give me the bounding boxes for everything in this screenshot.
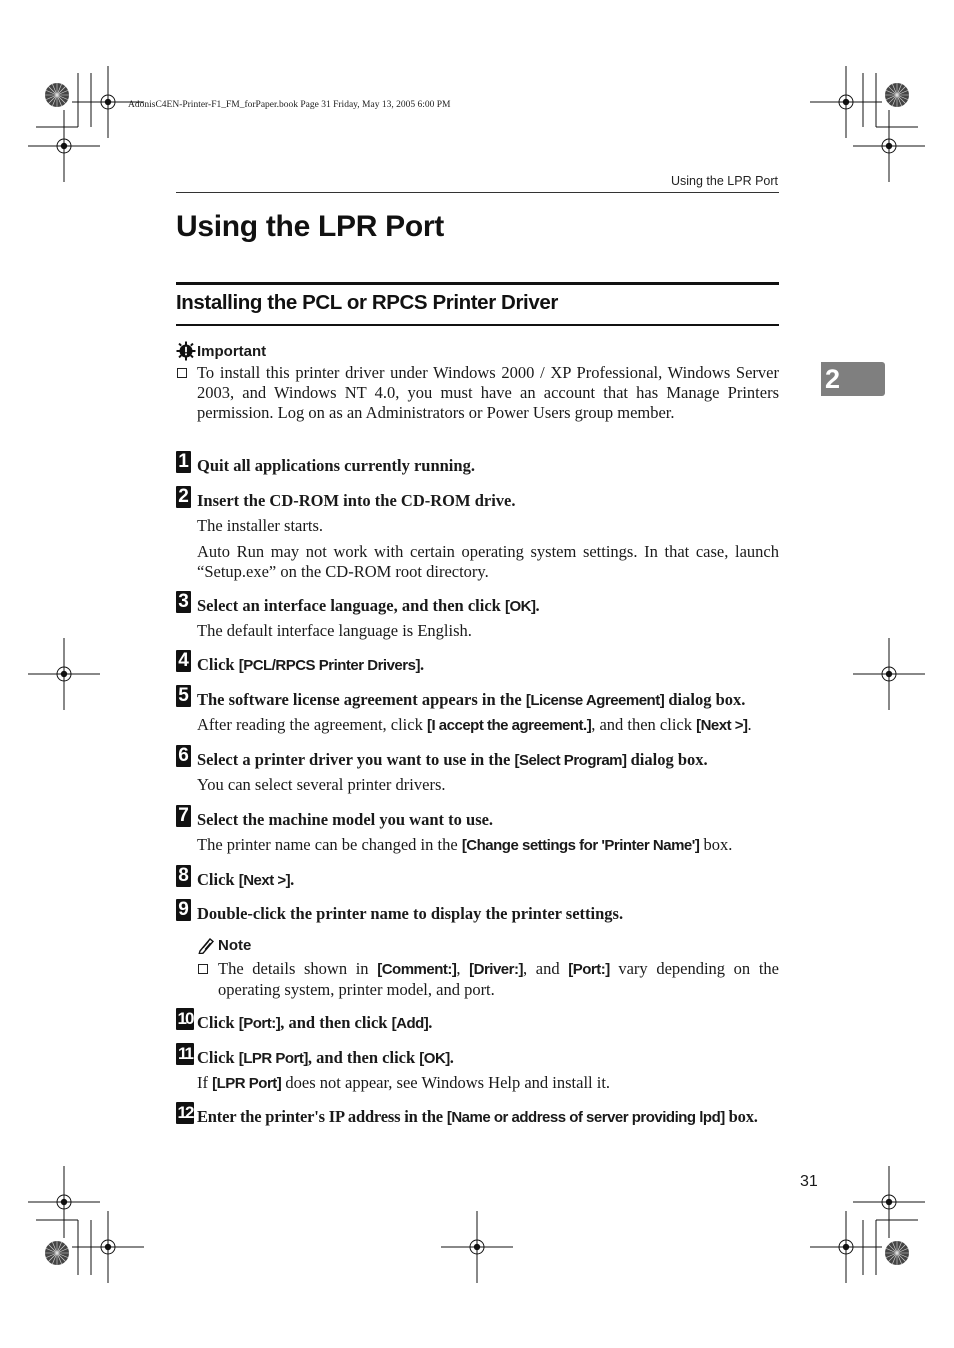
step-number: 6 <box>176 745 191 767</box>
ui-label: [Port:] <box>568 961 610 978</box>
page-number: 31 <box>800 1173 818 1190</box>
step-number: 4 <box>176 650 191 672</box>
step-number: 1 <box>176 451 191 473</box>
step-description: Auto Run may not work with certain operating system settings. In that case, launch “Setup.exe” on the CD-ROM root directory. <box>197 542 779 581</box>
ui-label: [Driver:] <box>469 961 523 978</box>
step-number: 2 <box>176 486 191 508</box>
ui-label: [PCL/RPCS Printer Drivers] <box>238 657 420 674</box>
step-description: After reading the agreement, click [I accept the agreement.], and then click [Next >]. <box>197 715 752 734</box>
ui-label: [Comment:] <box>377 961 457 978</box>
ui-label: [Port:] <box>238 1015 281 1032</box>
ui-label: [Next >] <box>696 717 748 734</box>
ui-label: [LPR Port] <box>212 1075 282 1092</box>
important-icon <box>176 341 196 361</box>
checkbox-bullet-icon <box>198 964 208 974</box>
note-label <box>197 937 251 954</box>
step-number: 11 <box>176 1043 194 1065</box>
ui-label: [I accept the agreement.] <box>426 717 592 734</box>
note-text: The details shown in [Comment:], [Driver:], and [Port:] vary depending on the operating system, printer model, and port. <box>218 959 779 999</box>
ui-label: [LPR Port] <box>238 1050 308 1067</box>
step-title: Click [PCL/RPCS Printer Drivers]. <box>197 655 425 674</box>
step-description: You can select several printer drivers. <box>197 775 446 794</box>
ui-label: [OK] <box>419 1050 450 1067</box>
step-number: 12 <box>177 1103 193 1122</box>
important-label-text: Important <box>197 342 267 360</box>
step-title: Select an interface language, and then click [OK]. <box>197 596 540 615</box>
important-text: To install this printer driver under Windows 2000 / XP Professional, Windows Server 2003, and Windows NT 4.0, you must have an account that has Manage Printers permission. Log on as an Administrators or Power Users group member. <box>197 363 779 422</box>
step-title: Select a printer driver you want to use in the [Select Program] dialog box. <box>197 750 708 769</box>
page-title: Using the LPR Port <box>176 210 444 243</box>
step-description: The default interface language is English. <box>197 621 472 640</box>
section-heading: Installing the PCL or RPCS Printer Driver <box>176 291 558 314</box>
step-number: 3 <box>176 591 191 613</box>
step-number: 9 <box>176 899 191 921</box>
pencil-icon <box>197 937 215 954</box>
step-description: The printer name can be changed in the [Change settings for 'Printer Name'] box. <box>197 835 733 854</box>
running-header: Using the LPR Port <box>671 174 778 188</box>
step-title: Quit all applications currently running. <box>197 456 475 475</box>
step-title: Click [Next >]. <box>197 870 295 889</box>
ui-label: [License Agreement] <box>525 692 665 709</box>
chapter-tab: 2 <box>821 362 885 396</box>
step-number: 10 <box>177 1009 193 1028</box>
ui-label: [Name or address of server providing lpd] <box>446 1109 725 1126</box>
ui-label: [Change settings for 'Printer Name'] <box>461 837 700 854</box>
checkbox-bullet-icon <box>177 368 187 378</box>
step-title: Click [LPR Port], and then click [OK]. <box>197 1048 454 1067</box>
important-label <box>176 341 266 361</box>
ui-label: [Add] <box>391 1015 429 1032</box>
step-number: 8 <box>176 865 191 887</box>
section-rule-top <box>176 282 779 285</box>
step-description: If [LPR Port] does not appear, see Windows Help and install it. <box>197 1073 611 1092</box>
step-number: 7 <box>176 805 191 827</box>
step-title: Enter the printer's IP address in the [Name or address of server providing lpd] box. <box>197 1107 758 1126</box>
step-description: The installer starts. <box>197 516 324 535</box>
step-title: The software license agreement appears in the [License Agreement] dialog box. <box>197 690 746 709</box>
note-label-text: Note <box>218 937 252 954</box>
ui-label: [Next >] <box>238 872 291 889</box>
ui-label: [Select Program] <box>514 752 627 769</box>
section-rule-bottom <box>176 324 779 326</box>
step-title: Click [Port:], and then click [Add]. <box>197 1013 433 1032</box>
ui-label: [OK] <box>504 598 536 615</box>
step-title: Select the machine model you want to use. <box>197 810 494 829</box>
step-title: Double-click the printer name to display the printer settings. <box>197 904 624 923</box>
step-number: 5 <box>176 685 191 707</box>
step-title: Insert the CD-ROM into the CD-ROM drive. <box>197 491 516 510</box>
print-meta: AdonisC4EN-Printer-F1_FM_forPaper.book Page 31 Friday, May 13, 2005 6:00 PM <box>128 100 451 110</box>
header-rule <box>176 192 779 193</box>
